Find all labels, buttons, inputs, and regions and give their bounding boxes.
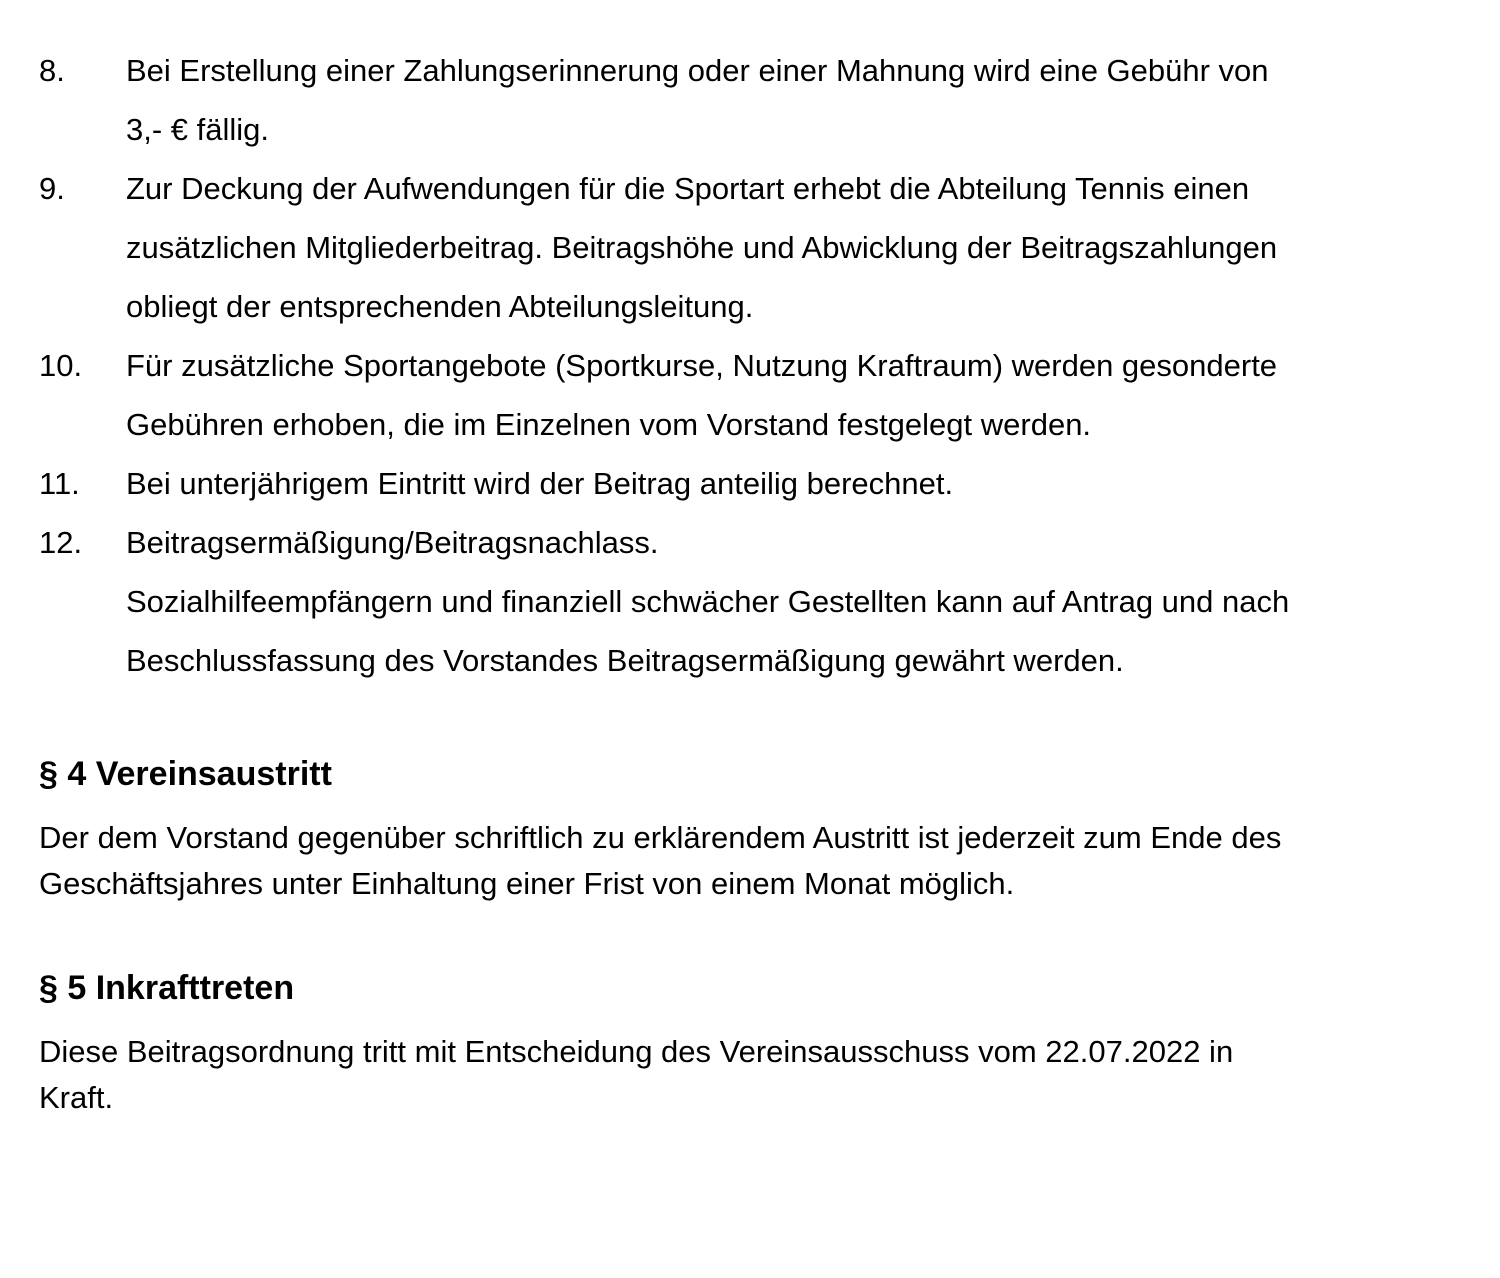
section-heading: § 5 Inkrafttreten — [39, 969, 295, 1007]
item-text — [126, 454, 1459, 513]
text-line: Geschäftsjahres unter Einhaltung einer Frist von einem Monat möglich. — [39, 866, 1015, 901]
item-text — [126, 159, 1459, 336]
text-line: zusätzlichen Mitgliederbeitrag. Beitragshöhe und Abwicklung der Beitragszahlungen — [126, 230, 1278, 265]
section-paragraph — [39, 815, 1459, 907]
text-line: Zur Deckung der Aufwendungen für die Sportart erhebt die Abteilung Tennis einen — [126, 171, 1250, 206]
text-line: Sozialhilfeempfängern und finanziell schwächer Gestellten kann auf Antrag und nach — [126, 584, 1290, 619]
text-line: Beitragsermäßigung/Beitragsnachlass. — [126, 525, 659, 560]
text-line: Bei Erstellung einer Zahlungserinnerung oder einer Mahnung wird eine Gebühr von — [126, 53, 1269, 88]
text-line: Beschlussfassung des Vorstandes Beitragsermäßigung gewährt werden. — [126, 643, 1124, 678]
section-5-inkrafttreten — [39, 968, 1459, 1121]
item-text — [126, 41, 1459, 159]
item-number: 12. — [39, 525, 83, 560]
item-number: 8. — [39, 53, 65, 88]
item-number: 11. — [39, 466, 80, 501]
text-line: Für zusätzliche Sportangebote (Sportkurse, Nutzung Kraftraum) werden gesonderte — [126, 348, 1278, 383]
text-line: Bei unterjährigem Eintritt wird der Beitrag anteilig berechnet. — [126, 466, 954, 501]
text-line: Kraft. — [39, 1080, 114, 1115]
section-heading: § 4 Vereinsaustritt — [39, 755, 332, 793]
item-text — [126, 513, 1459, 690]
text-line: Diese Beitragsordnung tritt mit Entscheidung des Vereinsausschuss vom 22.07.2022 in — [39, 1034, 1234, 1069]
section-4-austritt — [39, 754, 1459, 907]
text-line: 3,- € fällig. — [126, 112, 270, 147]
list-item-10 — [39, 336, 1459, 454]
list-item-9 — [39, 159, 1459, 336]
text-line: Gebühren erhoben, die im Einzelnen vom Vorstand festgelegt werden. — [126, 407, 1092, 442]
list-item-12 — [39, 513, 1459, 690]
item-number: 10. — [39, 348, 83, 383]
item-number: 9. — [39, 171, 65, 206]
text-line: Der dem Vorstand gegenüber schriftlich zu erklärendem Austritt ist jederzeit zum Ende des — [39, 820, 1282, 855]
item-text — [126, 336, 1459, 454]
list-item-8 — [39, 41, 1459, 159]
fee-rules-list — [39, 41, 1459, 690]
text-line: obliegt der entsprechenden Abteilungsleitung. — [126, 289, 754, 324]
list-item-11 — [39, 454, 1459, 513]
section-paragraph — [39, 1029, 1459, 1121]
